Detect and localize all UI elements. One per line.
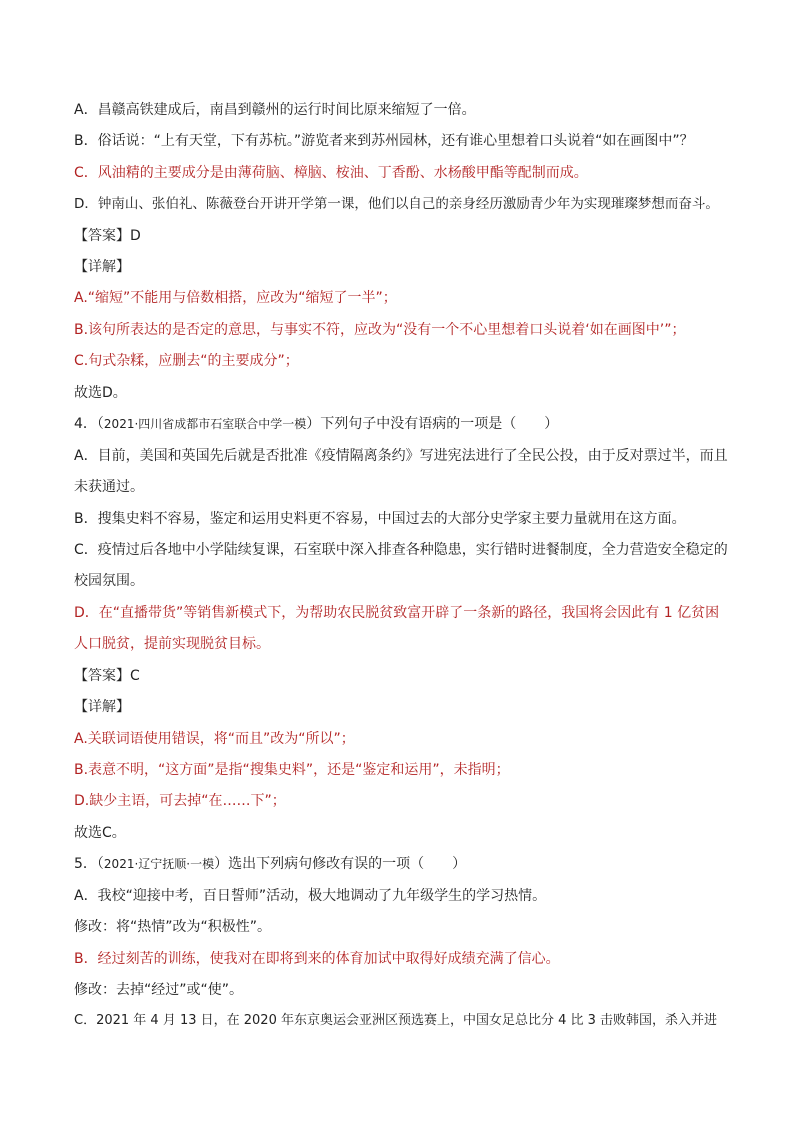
q4-detail-label: 【详解】: [74, 699, 130, 715]
q4-source: 2021·四川省成都市石室联合中学一模: [103, 417, 307, 431]
q5-option-a-fix: 修改：将“热情”改为“积极性”。: [74, 919, 272, 935]
q3-option-a: A．昌赣高铁建成后，南昌到赣州的运行时间比原来缩短了一倍。: [74, 102, 476, 118]
q4-option-d-line1: D．在“直播带货”等销售新模式下，为帮助农民脱贫致富开辟了一条新的路径，我国将会因此有 1 亿贫困: [74, 605, 720, 621]
q3-option-c: C．风油精的主要成分是由薄荷脑、樟脑、桉油、丁香酚、水杨酸甲酯等配制而成。: [74, 165, 588, 181]
q5-option-c: C．2021 年 4 月 13 日，在 2020 年东京奥运会亚洲区预选赛上，中国女足总比分 4 比 3 击败韩国，杀入并进: [74, 1013, 718, 1028]
q4-option-a-line1: A．目前，美国和英国先后就是否批准《疫情隔离条约》写进宪法进行了全民公投，由于反对票过半，而且: [74, 448, 728, 464]
q3-option-d: D．钟南山、张伯礼、陈薇登台开讲开学第一课，他们以自己的亲身经历激励青少年为实现璀璨梦想而奋斗。: [74, 196, 719, 212]
q4-option-c-line2: 校园氛围。: [74, 573, 144, 589]
q4-option-b: B．搜集史料不容易，鉴定和运用史料更不容易，中国过去的大部分史学家主要力量就用在这方面。: [74, 511, 686, 527]
q5-option-b-fix: 修改：去掉“经过”或“使”。: [74, 982, 244, 998]
q4-option-c-line1: C．疫情过后各地中小学陆续复课，石室联中深入排查各种隐患，实行错时进餐制度，全力营造安全稳定的: [74, 542, 728, 558]
q4-number: 4．（: [74, 416, 104, 432]
q3-detail-c: C.句式杂糅，应删去“的主要成分”；: [74, 353, 299, 369]
q3-detail-b: B.该句所表达的是否定的意思，与事实不符，应改为“没有一个不心里想着口头说着‘如在画图中’”；: [74, 322, 686, 338]
q5-number: 5．（: [74, 856, 104, 872]
q4-stem: ）下列句子中没有语病的一项是（ ）: [306, 416, 559, 432]
q3-option-b: B．俗话说：“上有天堂，下有苏杭。”游览者来到苏州园林，还有谁心里想着口头说着“如在画图中”？: [74, 133, 694, 149]
q5-heading: [74, 854, 734, 874]
q4-option-a-line2: 未获通过。: [74, 479, 144, 495]
q4-detail-b: B.表意不明，“这方面”是指“搜集史料”，还是“鉴定和运用”，未指明；: [74, 762, 510, 778]
q3-conclusion: 故选D。: [74, 385, 127, 401]
q3-detail-label: 【详解】: [74, 259, 130, 275]
q4-answer: 【答案】C: [74, 668, 140, 684]
q3-detail-a: A.“缩短”不能用与倍数相搭，应改为“缩短了一半”；: [74, 290, 397, 306]
q3-answer: 【答案】D: [74, 228, 141, 244]
q4-option-d-line2: 人口脱贫，提前实现脱贫目标。: [74, 636, 270, 652]
q5-source: 2021·辽宁抚顺·一模: [103, 857, 215, 871]
q5-stem: ）选出下列病句修改有误的一项（ ）: [214, 856, 467, 872]
q4-detail-d: D.缺少主语，可去掉“在……下”；: [74, 793, 286, 809]
q4-conclusion: 故选C。: [74, 825, 126, 841]
q4-heading: [74, 414, 734, 434]
q4-detail-a: A.关联词语使用错误，将“而且”改为“所以”；: [74, 731, 355, 747]
q5-option-b: B．经过刻苦的训练，使我对在即将到来的体育加试中取得好成绩充满了信心。: [74, 951, 560, 967]
q5-option-a: A．我校“迎接中考，百日誓师”活动，极大地调动了九年级学生的学习热情。: [74, 888, 547, 904]
